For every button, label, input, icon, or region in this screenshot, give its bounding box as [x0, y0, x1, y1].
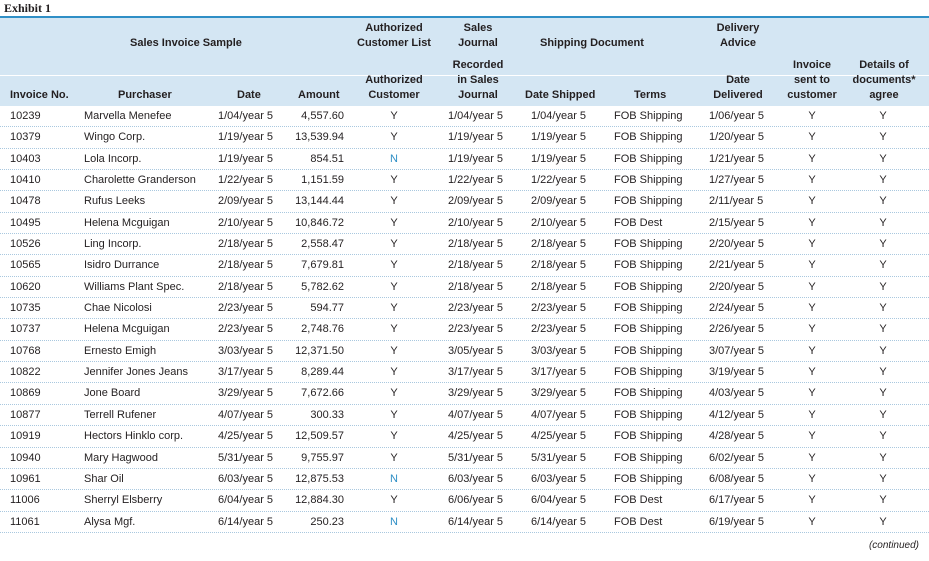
cell-date-shipped: 3/17/year 5 [531, 366, 587, 379]
cell-invoice-no: 11061 [10, 515, 40, 528]
cell-date: 4/25/year 5 [218, 430, 274, 443]
cell-authorized-customer: Y [390, 344, 398, 357]
table-row [0, 341, 929, 362]
cell-recorded-in-sales-journal: 2/23/year 5 [448, 302, 504, 315]
cell-invoice-sent: Y [808, 408, 816, 421]
cell-date-delivered: 1/06/year 5 [709, 110, 765, 122]
cell-date: 6/14/year 5 [218, 515, 274, 528]
cell-recorded-in-sales-journal: 1/19/year 5 [448, 152, 504, 165]
exhibit-title: Exhibit 1 [4, 1, 52, 15]
table-row [0, 234, 929, 255]
cell-amount: 7,679.81 [301, 259, 344, 272]
group-header-authorized-customer-list [353, 21, 435, 51]
table-row [0, 277, 929, 298]
cell-date: 4/07/year 5 [218, 408, 274, 421]
cell-date-shipped: 6/03/year 5 [531, 472, 587, 485]
cell-terms: FOB Shipping [614, 259, 683, 272]
cell-recorded-in-sales-journal: 5/31/year 5 [448, 451, 504, 464]
cell-date: 2/18/year 5 [218, 238, 274, 251]
cell-invoice-no: 10768 [10, 344, 41, 357]
cell-authorized-customer: Y [390, 238, 398, 251]
cell-invoice-no: 10919 [10, 430, 41, 443]
cell-amount: 8,289.44 [301, 366, 344, 379]
cell-invoice-sent: Y [808, 387, 816, 400]
cell-date-delivered: 2/11/year 5 [709, 195, 764, 208]
cell-purchaser: Ernesto Emigh [84, 344, 157, 357]
cell-recorded-in-sales-journal: 2/09/year 5 [448, 195, 504, 208]
cell-date: 3/29/year 5 [218, 387, 274, 400]
cell-amount: 7,672.66 [301, 387, 344, 400]
cell-amount: 5,782.62 [301, 280, 344, 293]
cell-purchaser: Mary Hagwood [84, 451, 158, 464]
cell-recorded-in-sales-journal: 4/25/year 5 [448, 430, 504, 443]
cell-invoice-sent: Y [808, 216, 816, 229]
cell-details-agree: Y [879, 280, 887, 293]
cell-purchaser: Rufus Leeks [84, 195, 146, 208]
cell-date-shipped: 1/19/year 5 [531, 152, 587, 165]
header-line: Date [726, 74, 750, 86]
cell-date: 6/03/year 5 [218, 472, 274, 485]
cell-purchaser: Jennifer Jones Jeans [84, 366, 188, 379]
cell-details-agree: Y [879, 110, 887, 122]
cell-authorized-customer: Y [390, 174, 398, 187]
cell-terms: FOB Shipping [614, 152, 683, 165]
cell-invoice-no: 10822 [10, 366, 41, 379]
cell-invoice-no: 11006 [10, 494, 40, 507]
cell-date-shipped: 4/25/year 5 [531, 430, 587, 443]
cell-terms: FOB Shipping [614, 302, 683, 315]
table-row [0, 127, 929, 148]
cell-authorized-customer: Y [390, 408, 398, 421]
header-line: Journal [458, 37, 498, 49]
cell-details-agree: Y [879, 451, 887, 464]
cell-details-agree: Y [879, 408, 887, 421]
cell-details-agree: Y [879, 430, 887, 443]
cell-recorded-in-sales-journal: 1/04/year 5 [448, 110, 504, 122]
table-row [0, 383, 929, 404]
cell-terms: FOB Shipping [614, 344, 683, 357]
cell-amount: 13,539.94 [295, 131, 344, 144]
cell-purchaser: Ling Incorp. [84, 238, 142, 251]
cell-amount: 12,509.57 [295, 430, 344, 443]
cell-purchaser: Hectors Hinklo corp. [84, 430, 184, 443]
cell-details-agree: Y [879, 174, 887, 187]
cell-date-delivered: 2/21/year 5 [709, 259, 765, 272]
table-row [0, 448, 929, 469]
cell-date-shipped: 1/22/year 5 [531, 174, 587, 187]
cell-terms: FOB Shipping [614, 408, 683, 421]
cell-details-agree: Y [879, 195, 887, 208]
cell-amount: 1,151.59 [301, 174, 344, 187]
table-row [0, 149, 929, 170]
table-row [0, 191, 929, 212]
cell-date-delivered: 1/20/year 5 [709, 131, 765, 144]
cell-date-delivered: 1/27/year 5 [709, 174, 765, 187]
cell-authorized-customer: Y [390, 302, 398, 315]
cell-purchaser: Lola Incorp. [84, 152, 142, 165]
cell-date-delivered: 4/03/year 5 [709, 387, 765, 400]
cell-authorized-customer: Y [390, 280, 398, 293]
table-row [0, 362, 929, 383]
cell-details-agree: Y [879, 323, 887, 336]
cell-amount: 12,884.30 [295, 494, 344, 507]
header-line: in Sales [457, 74, 499, 86]
header-line: sent to [793, 74, 831, 86]
cell-date-shipped: 6/04/year 5 [531, 494, 587, 507]
cell-authorized-customer: Y [390, 110, 398, 122]
cell-invoice-no: 10620 [10, 280, 41, 293]
header-line: Advice [719, 37, 757, 49]
cell-authorized-customer: N [390, 472, 398, 485]
cell-details-agree: Y [879, 152, 887, 165]
cell-date: 6/04/year 5 [218, 494, 274, 507]
cell-invoice-no: 10410 [10, 174, 41, 187]
header-line: Recorded [452, 59, 504, 71]
group-header-sales-journal [452, 21, 504, 51]
col-header-amount: Amount [298, 89, 340, 101]
cell-date-shipped: 5/31/year 5 [531, 451, 587, 464]
cell-authorized-customer: Y [390, 451, 398, 464]
cell-amount: 4,557.60 [301, 110, 344, 122]
cell-purchaser: Marvella Menefee [84, 110, 172, 122]
header-line: Customer [368, 89, 420, 101]
cell-terms: FOB Shipping [614, 472, 683, 485]
table-row [0, 106, 929, 127]
cell-date-shipped: 1/04/year 5 [531, 110, 587, 122]
cell-recorded-in-sales-journal: 6/14/year 5 [448, 515, 504, 528]
cell-terms: FOB Shipping [614, 366, 683, 379]
cell-authorized-customer: Y [390, 259, 398, 272]
col-header-invoice-no: Invoice No. [10, 89, 69, 101]
cell-date-delivered: 6/17/year 5 [709, 494, 765, 507]
table-row [0, 426, 929, 447]
cell-date: 3/03/year 5 [218, 344, 274, 357]
header-line: Authorized [365, 22, 423, 34]
cell-date-delivered: 3/19/year 5 [709, 366, 765, 379]
cell-details-agree: Y [879, 344, 887, 357]
continued-note: (continued) [868, 540, 919, 551]
cell-date: 2/23/year 5 [218, 302, 274, 315]
cell-date-delivered: 6/19/year 5 [709, 515, 765, 528]
cell-date: 2/18/year 5 [218, 280, 274, 293]
cell-recorded-in-sales-journal: 1/22/year 5 [448, 174, 504, 187]
cell-recorded-in-sales-journal: 4/07/year 5 [448, 408, 504, 421]
cell-amount: 12,875.53 [295, 472, 344, 485]
group-header-shipping-document: Shipping Document [540, 37, 644, 49]
cell-authorized-customer: N [390, 152, 398, 165]
cell-invoice-no: 10565 [10, 259, 41, 272]
cell-amount: 594.77 [310, 302, 344, 315]
cell-purchaser: Helena Mcguigan [84, 216, 170, 229]
cell-recorded-in-sales-journal: 3/17/year 5 [448, 366, 504, 379]
table-row [0, 512, 929, 533]
table-row [0, 255, 929, 276]
cell-recorded-in-sales-journal: 2/18/year 5 [448, 280, 504, 293]
cell-invoice-no: 10478 [10, 195, 41, 208]
group-header-sales-invoice-sample: Sales Invoice Sample [130, 37, 242, 49]
cell-terms: FOB Shipping [614, 451, 683, 464]
cell-invoice-sent: Y [808, 110, 816, 122]
cell-invoice-sent: Y [808, 366, 816, 379]
header-line: Authorized [365, 74, 423, 86]
col-header-authorized-customer [359, 73, 429, 103]
cell-authorized-customer: Y [390, 430, 398, 443]
cell-date-delivered: 2/26/year 5 [709, 323, 765, 336]
col-header-date: Date [237, 89, 261, 101]
cell-purchaser: Charolette Granderson [84, 174, 196, 187]
cell-date: 2/10/year 5 [218, 216, 274, 229]
cell-amount: 854.51 [310, 152, 344, 165]
cell-invoice-sent: Y [808, 302, 816, 315]
cell-authorized-customer: Y [390, 494, 398, 507]
cell-terms: FOB Shipping [614, 387, 683, 400]
cell-authorized-customer: Y [390, 131, 398, 144]
header-line: agree [869, 89, 899, 101]
cell-terms: FOB Shipping [614, 280, 683, 293]
cell-invoice-no: 10869 [10, 387, 41, 400]
cell-invoice-no: 10735 [10, 302, 41, 315]
cell-recorded-in-sales-journal: 2/23/year 5 [448, 323, 504, 336]
table-row [0, 298, 929, 319]
table-body [0, 106, 929, 533]
cell-date-delivered: 2/20/year 5 [709, 238, 765, 251]
cell-terms: FOB Shipping [614, 110, 683, 122]
header-line: Journal [458, 89, 498, 101]
cell-authorized-customer: Y [390, 216, 398, 229]
col-header-terms: Terms [634, 89, 667, 101]
cell-terms: FOB Dest [614, 494, 663, 507]
cell-amount: 250.23 [310, 515, 344, 528]
cell-invoice-sent: Y [808, 344, 816, 357]
cell-date: 1/04/year 5 [218, 110, 274, 122]
cell-date-shipped: 2/18/year 5 [531, 238, 587, 251]
table-row [0, 170, 929, 191]
cell-purchaser: Jone Board [84, 387, 141, 400]
header-line: Sales [463, 22, 493, 34]
cell-amount: 2,748.76 [301, 323, 344, 336]
cell-date-delivered: 2/20/year 5 [709, 280, 765, 293]
header-line: documents* [852, 74, 916, 86]
table-row [0, 469, 929, 490]
cell-authorized-customer: Y [390, 323, 398, 336]
col-header-date-shipped: Date Shipped [525, 89, 596, 101]
table-row [0, 319, 929, 340]
cell-invoice-sent: Y [808, 259, 816, 272]
table-row [0, 405, 929, 426]
cell-invoice-sent: Y [808, 323, 816, 336]
cell-recorded-in-sales-journal: 1/19/year 5 [448, 131, 504, 144]
cell-recorded-in-sales-journal: 2/18/year 5 [448, 259, 504, 272]
cell-details-agree: Y [879, 259, 887, 272]
col-header-date-delivered [708, 73, 768, 103]
cell-recorded-in-sales-journal: 2/10/year 5 [448, 216, 504, 229]
cell-terms: FOB Shipping [614, 323, 683, 336]
cell-recorded-in-sales-journal: 6/03/year 5 [448, 472, 504, 485]
cell-amount: 2,558.47 [301, 238, 344, 251]
cell-date-delivered: 6/02/year 5 [709, 451, 765, 464]
cell-invoice-no: 10737 [10, 323, 41, 336]
cell-date-shipped: 4/07/year 5 [531, 408, 587, 421]
header-line: Details of [859, 59, 909, 71]
cell-details-agree: Y [879, 515, 887, 528]
cell-recorded-in-sales-journal: 3/29/year 5 [448, 387, 504, 400]
cell-date-delivered: 1/21/year 5 [709, 152, 765, 165]
cell-invoice-no: 10526 [10, 238, 41, 251]
cell-authorized-customer: Y [390, 366, 398, 379]
cell-invoice-no: 10239 [10, 110, 41, 122]
cell-invoice-sent: Y [808, 195, 816, 208]
cell-details-agree: Y [879, 131, 887, 144]
cell-invoice-sent: Y [808, 451, 816, 464]
cell-terms: FOB Shipping [614, 174, 683, 187]
cell-date-shipped: 3/03/year 5 [531, 344, 587, 357]
cell-recorded-in-sales-journal: 3/05/year 5 [448, 344, 504, 357]
header-line: Invoice [793, 59, 831, 71]
cell-purchaser: Chae Nicolosi [84, 302, 152, 315]
cell-date-shipped: 2/18/year 5 [531, 280, 587, 293]
cell-date-shipped: 1/19/year 5 [531, 131, 587, 144]
cell-purchaser: Wingo Corp. [84, 131, 146, 144]
cell-date-delivered: 4/28/year 5 [709, 430, 765, 443]
cell-terms: FOB Shipping [614, 430, 683, 443]
cell-terms: FOB Dest [614, 515, 663, 528]
header-line: customer [787, 89, 837, 101]
cell-invoice-sent: Y [808, 152, 816, 165]
cell-invoice-sent: Y [808, 494, 816, 507]
cell-date: 2/18/year 5 [218, 259, 274, 272]
cell-date-delivered: 2/15/year 5 [709, 216, 765, 229]
col-header-recorded-in-sales-journal [448, 58, 508, 103]
cell-authorized-customer: N [390, 515, 398, 528]
cell-details-agree: Y [879, 387, 887, 400]
cell-recorded-in-sales-journal: 2/18/year 5 [448, 238, 504, 251]
cell-purchaser: Helena Mcguigan [84, 323, 170, 336]
cell-invoice-sent: Y [808, 280, 816, 293]
cell-invoice-sent: Y [808, 174, 816, 187]
cell-date-delivered: 3/07/year 5 [709, 344, 765, 357]
cell-invoice-no: 10961 [10, 472, 41, 485]
cell-details-agree: Y [879, 238, 887, 251]
table-row [0, 213, 929, 234]
cell-terms: FOB Shipping [614, 131, 683, 144]
cell-details-agree: Y [879, 494, 887, 507]
cell-invoice-no: 10379 [10, 131, 41, 144]
cell-date-shipped: 2/10/year 5 [531, 216, 587, 229]
cell-amount: 13,144.44 [295, 195, 344, 208]
cell-details-agree: Y [879, 366, 887, 379]
header-line: Delivered [713, 89, 763, 101]
cell-terms: FOB Shipping [614, 195, 683, 208]
cell-authorized-customer: Y [390, 387, 398, 400]
cell-terms: FOB Dest [614, 216, 663, 229]
cell-date: 2/09/year 5 [218, 195, 274, 208]
header-line: Customer List [357, 37, 431, 49]
cell-invoice-sent: Y [808, 472, 816, 485]
cell-details-agree: Y [879, 302, 887, 315]
cell-amount: 300.33 [310, 408, 344, 421]
cell-purchaser: Williams Plant Spec. [84, 280, 185, 293]
cell-purchaser: Terrell Rufener [84, 408, 157, 421]
cell-date-shipped: 2/23/year 5 [531, 302, 587, 315]
cell-date: 1/19/year 5 [218, 131, 274, 144]
cell-purchaser: Isidro Durrance [84, 259, 160, 272]
cell-invoice-no: 10940 [10, 451, 41, 464]
col-header-invoice-sent [782, 58, 842, 103]
cell-purchaser: Shar Oil [84, 472, 124, 485]
cell-invoice-no: 10495 [10, 216, 41, 229]
cell-invoice-no: 10877 [10, 408, 41, 421]
cell-date-shipped: 2/09/year 5 [531, 195, 587, 208]
cell-amount: 12,371.50 [295, 344, 344, 357]
cell-date-shipped: 2/23/year 5 [531, 323, 587, 336]
cell-date-delivered: 6/08/year 5 [709, 472, 765, 485]
cell-amount: 10,846.72 [295, 216, 344, 229]
table-header [0, 18, 929, 106]
col-header-purchaser: Purchaser [118, 89, 172, 101]
cell-date-delivered: 4/12/year 5 [709, 408, 765, 421]
cell-date: 2/23/year 5 [218, 323, 274, 336]
cell-recorded-in-sales-journal: 6/06/year 5 [448, 494, 504, 507]
cell-purchaser: Alysa Mgf. [84, 515, 136, 528]
cell-date: 5/31/year 5 [218, 451, 274, 464]
cell-amount: 9,755.97 [301, 451, 344, 464]
col-header-details-agree [846, 58, 922, 103]
cell-details-agree: Y [879, 472, 887, 485]
header-line: Delivery [716, 22, 760, 34]
cell-date: 1/22/year 5 [218, 174, 274, 187]
cell-invoice-sent: Y [808, 515, 816, 528]
cell-date: 3/17/year 5 [218, 366, 274, 379]
cell-terms: FOB Shipping [614, 238, 683, 251]
table-row [0, 490, 929, 511]
cell-date-shipped: 3/29/year 5 [531, 387, 587, 400]
cell-date: 1/19/year 5 [218, 152, 274, 165]
cell-invoice-sent: Y [808, 131, 816, 144]
cell-purchaser: Sherryl Elsberry [84, 494, 163, 507]
cell-date-delivered: 2/24/year 5 [709, 302, 765, 315]
cell-date-shipped: 2/18/year 5 [531, 259, 587, 272]
cell-authorized-customer: Y [390, 195, 398, 208]
cell-invoice-sent: Y [808, 238, 816, 251]
cell-invoice-sent: Y [808, 430, 816, 443]
cell-invoice-no: 10403 [10, 152, 41, 165]
cell-date-shipped: 6/14/year 5 [531, 515, 587, 528]
cell-details-agree: Y [879, 216, 887, 229]
group-header-delivery-advice [710, 21, 766, 51]
